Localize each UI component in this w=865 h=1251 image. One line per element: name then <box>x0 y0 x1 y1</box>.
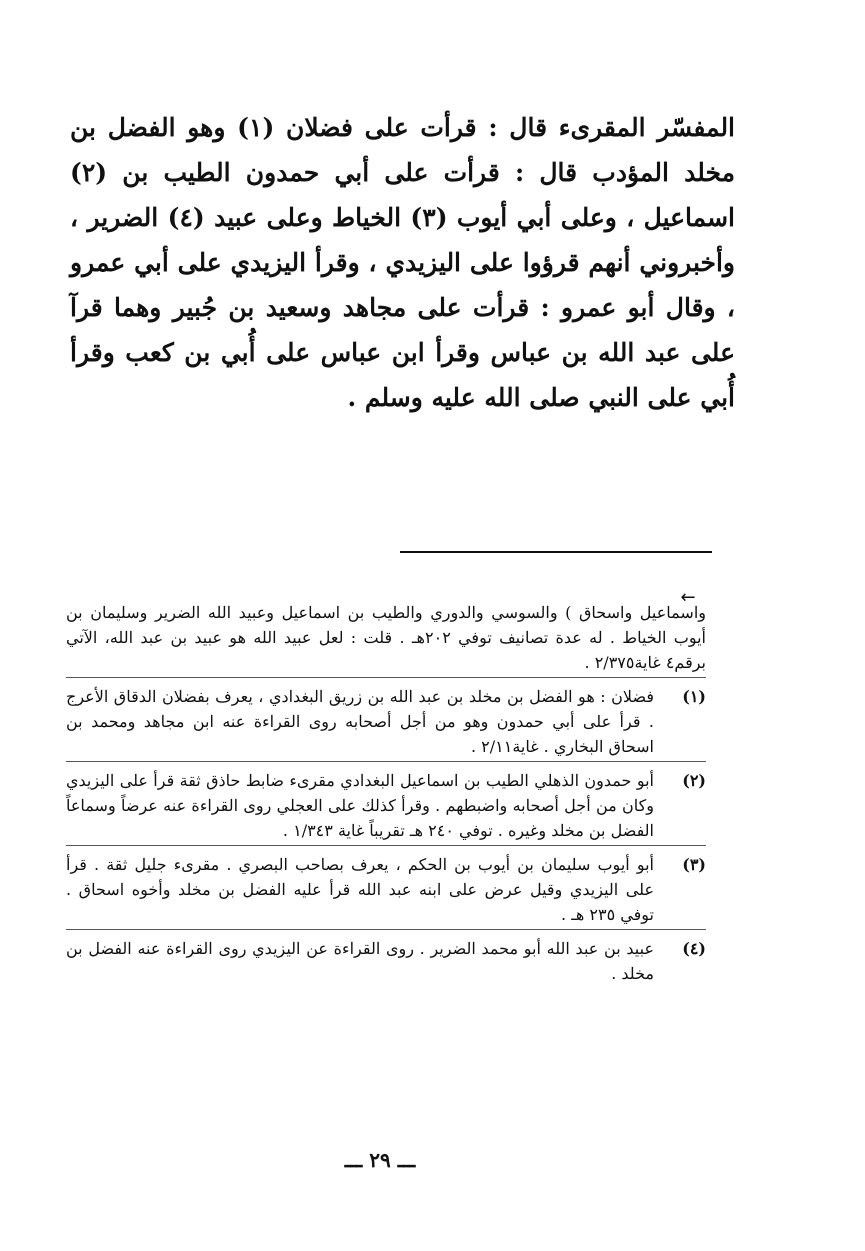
footnote-text: أبو أيوب سليمان بن أيوب بن الحكم ، يعرف بصاحب البصري . مقرىء جليل ثقة . قرأ على اليزيدي وقيل عرض على ابنه عبد الله قرأ عليه الفضل بن مخلد وأخوه اسحاق . توفي ٢٣٥ هـ . <box>66 855 654 924</box>
main-paragraph: المفسّر المقرىء قال : قرأت على فضلان (١) وهو الفضل بن مخلد المؤدب قال : قرأت على أبي حمدون الطيب بن (٢) اسماعيل ، وعلى أبي أيوب (٣) الخياط وعلى عبيد (٤) الضرير ، وأخبروني أنهم قرؤوا على اليزيدي ، وقرأ اليزيدي على أبي عمرو ، وقال أبو عمرو : قرأت على مجاهد وسعيد بن جُبير وهما قرآ على عبد الله بن عباس وقرأ ابن عباس على أُبي بن كعب وقرأ أُبي على النبي صلى الله عليه وسلم . <box>70 113 736 412</box>
footnote-divider <box>66 761 706 762</box>
footnote-text: أبو حمدون الذهلي الطيب بن اسماعيل البغدادي مقرىء ضابط حاذق ثقة قرأ على اليزيدي وكان من أجل أصحابه واضبطهم . وقرأ كذلك على العجلي روى القراءة عنه عرضاً وسماعاً الفضل بن مخلد وغيره . توفي ٢٤٠ هـ تقريباً غاية ١/٣٤٣ . <box>66 771 654 840</box>
footnote-divider <box>66 677 706 678</box>
footnote-3 <box>66 852 706 927</box>
footnotes-section <box>66 600 706 986</box>
footnote-text: عبيد بن عبد الله أبو محمد الضرير . روى القراءة عن اليزيدي روى القراءة عنه الفضل بن مخلد . <box>66 939 654 983</box>
continuation-arrow-icon: ← <box>680 587 696 608</box>
footnote-separator-rule <box>400 551 712 553</box>
footnote-text: فضلان : هو الفضل بن مخلد بن عبد الله بن زريق البغدادي ، يعرف بفضلان الدقاق الأعرج . قرأ على أبي حمدون وهو من أجل أصحابه روى القراءة عنه ابن مجاهد ومحمد بن اسحاق البخاري . غاية٢/١١ . <box>66 687 654 756</box>
footnote-number: (٢) <box>682 771 706 790</box>
footnote-1 <box>66 684 706 759</box>
footnote-2 <box>66 768 706 843</box>
footnote-number: (٤) <box>682 939 706 958</box>
footnote-number: (٣) <box>682 855 706 874</box>
footnote-continuation: واسماعيل واسحاق ) والسوسي والدوري والطيب بن اسماعيل وعبيد الله الضرير وسليمان بن أيوب الخياط . له عدة تصانيف توفي ٢٠٢هـ . قلت : لعل عبيد الله هو عبيد بن عبد الله، الآتي برقم٤ غاية٢/٣٧٥ . <box>66 603 706 672</box>
page-number: ـــ ٢٩ ـــ <box>344 1148 416 1172</box>
footnote-divider <box>66 845 706 846</box>
footnote-divider <box>66 929 706 930</box>
footnote-number: (١) <box>682 687 706 706</box>
footnote-4 <box>66 936 706 986</box>
